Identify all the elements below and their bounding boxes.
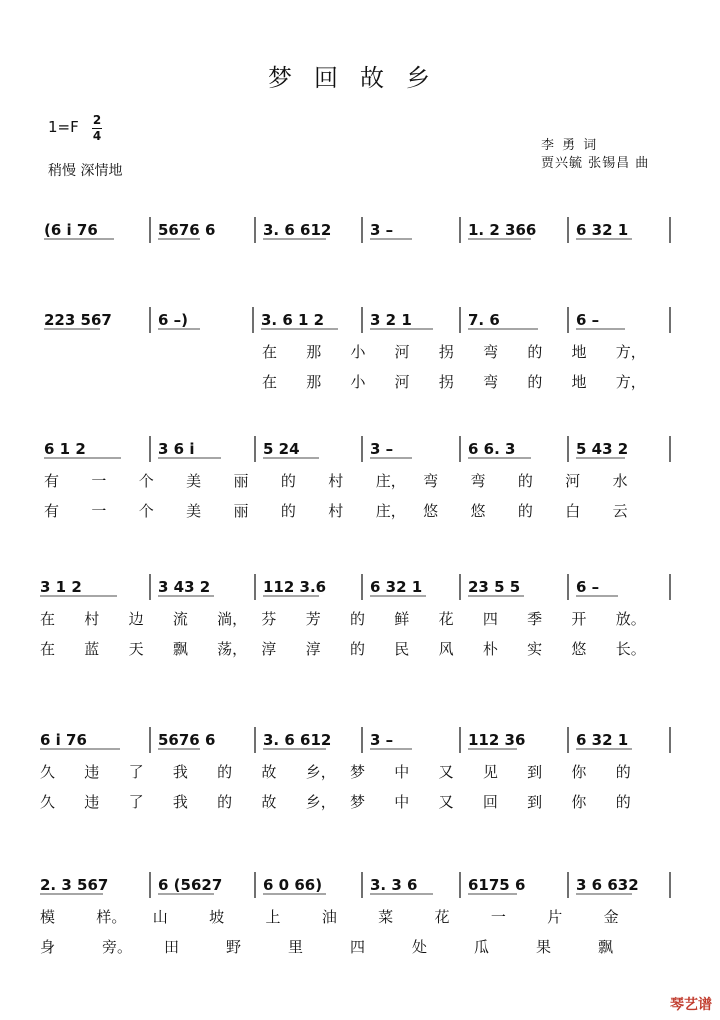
lyric-char: 违 [84, 793, 100, 811]
lyric-char: 那 [306, 373, 322, 391]
measure-notes: 6 1 2 [44, 440, 86, 458]
lyric-char: 民 [394, 640, 410, 658]
lyric-char: 瓜 [474, 938, 490, 956]
lyric-char: 野 [226, 938, 242, 956]
measure-notes: 6 – [576, 311, 600, 329]
lyric-char: 云 [612, 502, 628, 520]
key-signature: 1=F [48, 118, 79, 136]
lyric-char: 白 [565, 502, 581, 520]
lyric-char: 放。 [615, 610, 646, 628]
lyric-char: 样。 [96, 908, 127, 926]
measure-notes: 6 6. 3 [468, 440, 516, 458]
measure-notes: 3. 6 612 [263, 221, 332, 239]
lyric-char: 实 [527, 640, 543, 658]
measure-notes: 3 6 i [158, 440, 195, 458]
lyric-char: 流 [172, 610, 188, 628]
lyric-char: 拐 [438, 373, 454, 391]
lyric-char: 久 [40, 763, 56, 781]
lyric-char: 一 [490, 908, 506, 926]
lyric-char: 的 [217, 763, 233, 781]
lyric-char: 悠 [470, 502, 486, 520]
lyric-char: 淳 [305, 640, 321, 658]
measure-notes: 3 1 2 [40, 578, 82, 596]
lyric-char: 方， [615, 373, 646, 391]
lyric-char: 天 [128, 640, 144, 658]
measure-notes: 3 – [370, 221, 394, 239]
lyric-char: 你 [571, 793, 587, 811]
measure-notes: 5 43 2 [576, 440, 629, 458]
lyric-char: 河 [394, 373, 410, 391]
lyric-char: 花 [434, 908, 450, 926]
lyric-char: 庄， [375, 472, 406, 490]
lyric-char: 的 [350, 640, 366, 658]
lyric-char: 美 [186, 472, 202, 490]
lyric-char: 淳 [261, 640, 277, 658]
lyric-char: 的 [527, 343, 543, 361]
lyric-char: 处 [412, 938, 428, 956]
lyric-char: 小 [350, 373, 366, 391]
lyric-char: 你 [571, 763, 587, 781]
measure-notes: 3 2 1 [370, 311, 412, 329]
time-signature-bottom: 4 [92, 129, 102, 143]
lyric-char: 回 [482, 793, 498, 811]
lyric-char: 弯 [470, 472, 486, 490]
lyric-char: 乡， [305, 763, 336, 781]
lyric-char: 在 [40, 610, 56, 628]
lyric-char: 我 [172, 793, 188, 811]
lyric-char: 果 [536, 938, 552, 956]
lyric-char: 悠 [571, 640, 587, 658]
lyric-char: 旁。 [102, 938, 133, 956]
lyric-char: 蓝 [84, 640, 100, 658]
measure-notes: 3 – [370, 440, 394, 458]
measure-notes: 3. 6 1 2 [261, 311, 325, 329]
lyric-char: 田 [164, 938, 180, 956]
measure-notes: 6 –) [158, 311, 189, 329]
lyric-char: 有 [44, 502, 60, 520]
measure-notes: 3. 3 6 [370, 876, 418, 894]
lyric-char: 长。 [615, 640, 646, 658]
watermark-logo: 琴艺谱 [670, 997, 712, 1013]
lyric-char: 地 [571, 343, 587, 361]
lyric-char: 芳 [305, 610, 321, 628]
measure-notes: 112 36 [468, 731, 526, 749]
lyric-char: 地 [571, 373, 587, 391]
lyric-char: 弯 [483, 373, 499, 391]
lyric-char: 悠 [423, 502, 439, 520]
lyric-char: 方， [615, 343, 646, 361]
lyric-char: 河 [394, 343, 410, 361]
lyric-char: 一 [91, 502, 107, 520]
measure-notes: 6 32 1 [576, 221, 629, 239]
lyric-char: 丽 [233, 472, 249, 490]
measure-notes: 3. 6 612 [263, 731, 332, 749]
lyric-char: 在 [262, 373, 278, 391]
lyric-char: 花 [438, 610, 454, 628]
lyric-char: 芬 [261, 610, 277, 628]
lyric-char: 的 [615, 763, 631, 781]
lyric-char: 坡 [209, 908, 225, 926]
measure-notes: 6 32 1 [576, 731, 629, 749]
measure-notes: 3 – [370, 731, 394, 749]
lyric-char: 弯 [483, 343, 499, 361]
page-title: 梦回故乡 [268, 64, 452, 92]
measure-notes: 223 567 [44, 311, 112, 329]
measure-notes: 6175 6 [468, 876, 526, 894]
lyric-char: 有 [44, 472, 60, 490]
lyric-char: 风 [438, 640, 454, 658]
lyric-char: 乡， [305, 793, 336, 811]
lyric-char: 的 [217, 793, 233, 811]
lyric-char: 的 [350, 610, 366, 628]
lyric-char: 的 [615, 793, 631, 811]
lyric-char: 个 [138, 472, 154, 490]
measure-notes: 3 43 2 [158, 578, 211, 596]
lyric-char: 村 [84, 610, 100, 628]
lyric-char: 淌， [217, 610, 248, 628]
lyric-char: 身 [40, 938, 56, 956]
lyric-char: 四 [350, 938, 366, 956]
tempo-marking: 稍慢 深情地 [48, 163, 123, 179]
lyric-char: 在 [262, 343, 278, 361]
lyric-char: 上 [265, 908, 281, 926]
lyric-char: 梦 [350, 793, 366, 811]
lyric-char: 中 [394, 793, 410, 811]
lyric-char: 见 [482, 763, 498, 781]
time-signature-top: 2 [92, 113, 102, 127]
lyric-char: 违 [84, 763, 100, 781]
lyric-char: 模 [40, 908, 56, 926]
lyric-char: 开 [571, 610, 587, 628]
measure-notes: 5 24 [263, 440, 300, 458]
lyric-char: 久 [40, 793, 56, 811]
lyric-char: 在 [40, 640, 56, 658]
lyric-char: 那 [306, 343, 322, 361]
lyric-char: 到 [527, 763, 543, 781]
lyric-char: 庄， [375, 502, 406, 520]
measure-notes: 7. 6 [468, 311, 500, 329]
lyric-char: 飘 [172, 640, 188, 658]
lyric-char: 季 [527, 610, 543, 628]
lyric-char: 个 [138, 502, 154, 520]
lyric-char: 鲜 [394, 610, 410, 628]
lyric-char: 水 [612, 472, 628, 490]
lyric-char: 了 [128, 763, 144, 781]
lyric-char: 小 [350, 343, 366, 361]
lyric-char: 了 [128, 793, 144, 811]
lyric-char: 金 [603, 908, 619, 926]
lyric-char: 的 [280, 472, 296, 490]
lyric-char: 丽 [233, 502, 249, 520]
measure-notes: 6 32 1 [370, 578, 423, 596]
lyric-char: 的 [280, 502, 296, 520]
measure-notes: 3 6 632 [576, 876, 639, 894]
lyric-char: 又 [438, 793, 454, 811]
lyric-char: 一 [91, 472, 107, 490]
lyric-char: 的 [527, 373, 543, 391]
lyric-char: 山 [152, 908, 168, 926]
lyric-char: 梦 [350, 763, 366, 781]
lyric-char: 河 [565, 472, 581, 490]
lyric-char: 我 [172, 763, 188, 781]
lyric-char: 拐 [438, 343, 454, 361]
measure-notes: 6 (5627 [158, 876, 223, 894]
measure-notes: 6 – [576, 578, 600, 596]
lyric-char: 故 [261, 793, 277, 811]
lyric-char: 弯 [423, 472, 439, 490]
lyric-char: 中 [394, 763, 410, 781]
lyric-char: 飘 [598, 938, 614, 956]
measure-notes: 112 3.6 [263, 578, 327, 596]
lyric-char: 村 [328, 472, 344, 490]
lyric-char: 边 [128, 610, 144, 628]
lyric-char: 油 [321, 908, 337, 926]
lyric-char: 片 [547, 908, 563, 926]
lyric-char: 故 [261, 763, 277, 781]
lyric-char: 朴 [482, 640, 498, 658]
measure-notes: 5676 6 [158, 731, 216, 749]
lyric-char: 又 [438, 763, 454, 781]
lyric-char: 的 [517, 502, 533, 520]
measure-notes: 1. 2 366 [468, 221, 537, 239]
measure-notes: 6 i 76 [40, 731, 87, 749]
lyric-char: 到 [527, 793, 543, 811]
lyric-char: 的 [517, 472, 533, 490]
measure-notes: 2. 3 567 [40, 876, 109, 894]
lyric-char: 荡， [217, 640, 248, 658]
measure-notes: 5676 6 [158, 221, 216, 239]
lyric-char: 村 [328, 502, 344, 520]
lyric-char: 美 [186, 502, 202, 520]
lyric-char: 四 [482, 610, 498, 628]
lyric-char: 菜 [378, 908, 394, 926]
composer-credit: 贾兴毓 张锡昌 曲 [541, 156, 650, 171]
lyricist-credit: 李 勇 词 [541, 138, 599, 153]
measure-notes: (6 i 76 [44, 221, 98, 239]
lyric-char: 里 [288, 938, 304, 956]
measure-notes: 23 5 5 [468, 578, 521, 596]
measure-notes: 6 0 66) [263, 876, 323, 894]
